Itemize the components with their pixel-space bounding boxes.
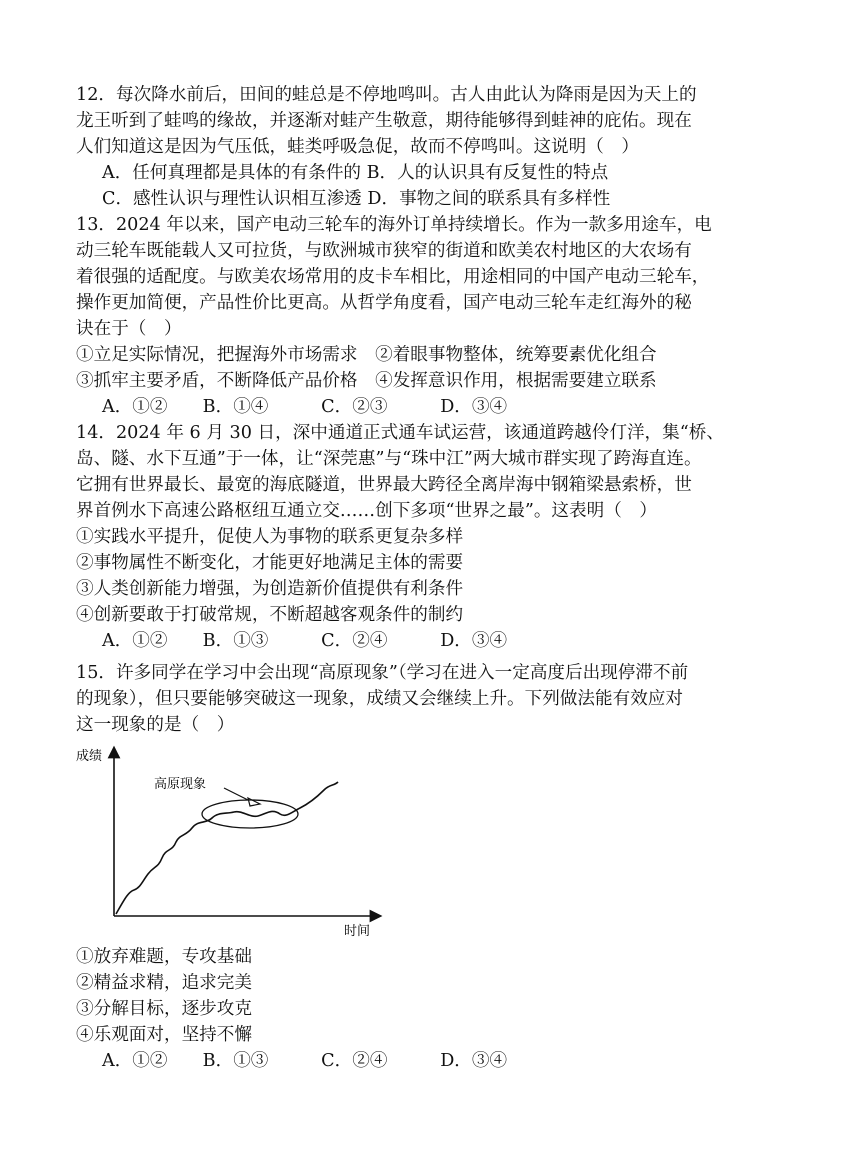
q14-statement-2: ②事物属性不断变化，才能更好地满足主体的需要 bbox=[76, 553, 464, 573]
q13-stem-line-4: 操作更加简便，产品性价比更高。从哲学角度看，国产电动三轮车走红海外的秘 bbox=[76, 293, 692, 313]
q14-statement-1: ①实践水平提升，促使人为事物的联系更复杂多样 bbox=[76, 527, 464, 547]
annotation-pointer bbox=[224, 788, 248, 800]
q13-statements-1-2: ①立足实际情况，把握海外市场需求 ②着眼事物整体，统筹要素优化组合 bbox=[76, 345, 657, 365]
q14-stem-line-1: 14．2024 年 6 月 30 日，深中通道正式通车试运营，该通道跨越伶仃洋，集“桥、 bbox=[76, 423, 724, 443]
q14-statement-4: ④创新要敢于打破常规，不断超越客观条件的制约 bbox=[76, 605, 464, 625]
y-axis-label: 成绩 bbox=[76, 749, 103, 764]
q15-statement-2: ②精益求精，追求完美 bbox=[76, 973, 252, 993]
q13-statements-3-4: ③抓牢主要矛盾，不断降低产品价格 ④发挥意识作用，根据需要建立联系 bbox=[76, 371, 657, 391]
x-axis-label: 时间 bbox=[344, 924, 371, 939]
q14-stem-line-3: 它拥有世界最长、最宽的海底隧道，世界最大跨径全离岸海中钢箱梁悬索桥，世 bbox=[76, 475, 692, 495]
q12-stem-line-2: 龙王听到了蛙鸣的缘故，并逐渐对蛙产生敬意，期待能够得到蛙神的庇佑。现在 bbox=[76, 111, 692, 131]
q13-stem-line-5: 诀在于（ ） bbox=[76, 319, 182, 339]
q15-stem-line-2: 的现象），但只要能够突破这一现象，成绩又会继续上升。下列做法能有效应对 bbox=[76, 689, 683, 709]
q12-stem-line-3: 人们知道这是因为气压低，蛙类呼吸急促，故而不停鸣叫。这说明（ ） bbox=[76, 137, 640, 157]
q14-statement-3: ③人类创新能力增强，为创造新价值提供有利条件 bbox=[76, 579, 464, 599]
q12-stem-line-1: 12．每次降水前后，田间的蛙总是不停地鸣叫。古人由此认为降雨是因为天上的 bbox=[76, 85, 697, 105]
q14-stem-line-2: 岛、隧、水下互通”于一体，让“深莞惠”与“珠中江”两大城市群实现了跨海直连。 bbox=[76, 449, 702, 469]
plateau-graph bbox=[76, 742, 396, 942]
q12-options-ab: A．任何真理都是具体的有条件的 B．人的认识具有反复性的特点 bbox=[102, 163, 609, 183]
plateau-annotation: 高原现象 bbox=[154, 777, 207, 792]
q15-stem-line-1: 15．许多同学在学习中会出现“高原现象”（学习在进入一定高度后出现停滞不前 bbox=[76, 663, 689, 683]
q15-statement-3: ③分解目标，逐步攻克 bbox=[76, 999, 252, 1019]
q15-answer-options: A．①② B．①③ C．②④ D．③④ bbox=[102, 1051, 508, 1071]
q14-stem-line-4: 界首例水下高速公路枢纽互通立交……创下多项“世界之最”。这表明（ ） bbox=[76, 501, 657, 521]
q13-answer-options: A．①② B．①④ C．②③ D．③④ bbox=[102, 397, 508, 417]
q13-stem-line-2: 动三轮车既能载人又可拉货，与欧洲城市狭窄的街道和欧美农村地区的大农场有 bbox=[76, 241, 692, 261]
annotation-triangle bbox=[248, 798, 260, 806]
q14-answer-options: A．①② B．①③ C．②④ D．③④ bbox=[102, 631, 508, 651]
q13-stem-line-3: 着很强的适配度。与欧美农场常用的皮卡车相比，用途相同的中国产电动三轮车， bbox=[76, 267, 710, 287]
page-top-edge bbox=[0, 0, 860, 6]
q15-statement-4: ④乐观面对，坚持不懈 bbox=[76, 1025, 252, 1045]
q15-statement-1: ①放弃难题，专攻基础 bbox=[76, 947, 252, 967]
q12-options-cd: C．感性认识与理性认识相互渗透 D．事物之间的联系具有多样性 bbox=[102, 189, 611, 209]
q15-stem-line-3: 这一现象的是（ ） bbox=[76, 715, 235, 735]
plateau-graph-svg bbox=[76, 742, 396, 942]
q13-stem-line-1: 13．2024 年以来，国产电动三轮车的海外订单持续增长。作为一款多用途车，电 bbox=[76, 215, 712, 235]
